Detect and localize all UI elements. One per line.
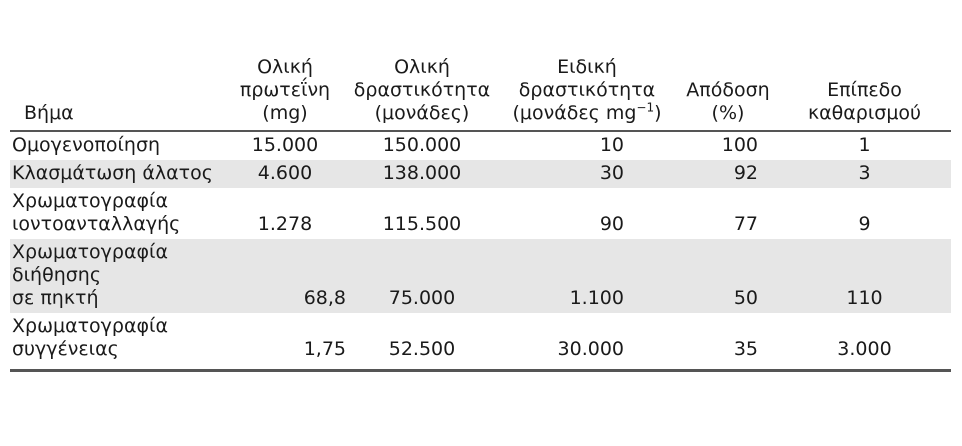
cell-specific-activity: 90 <box>599 213 624 235</box>
header-purification-level: Επίπεδο καθαρισμού <box>778 56 951 131</box>
cell-total-activity: 75.000 <box>348 239 496 313</box>
header-step: Βήμα <box>10 56 222 131</box>
header-row <box>10 56 951 131</box>
cell-total-protein: 1,75 <box>222 313 348 371</box>
header-specific-activity: Ειδική δραστικότητα (μονάδες $mg^{-1}$) <box>496 56 678 131</box>
cell-specific-activity: 10 <box>599 134 624 156</box>
cell-step: Χρωματογραφία ιοντοανταλλαγής <box>12 190 181 235</box>
cell-specific-activity: 1.100 <box>496 239 678 313</box>
cell-total-activity: 52.500 <box>348 313 496 371</box>
purification-table-container <box>10 56 951 372</box>
cell-yield: 35 <box>678 313 778 371</box>
cell-step: Ομογενοποίηση <box>12 134 161 156</box>
table-row <box>10 313 951 371</box>
table-row <box>10 188 951 239</box>
cell-total-protein: 4.600 <box>222 160 348 188</box>
purification-table <box>10 56 951 372</box>
cell-purification-level: 3 <box>778 160 951 188</box>
header-yield: Απόδοση (%) <box>678 56 778 131</box>
cell-yield: 50 <box>678 239 778 313</box>
cell-purification-level: 1 <box>858 134 871 156</box>
cell-purification-level: 3.000 <box>778 313 951 371</box>
table-row <box>10 131 951 160</box>
cell-specific-activity: 30 <box>496 160 678 188</box>
cell-step: Κλασμάτωση άλατος <box>10 160 222 188</box>
cell-total-activity: 115.500 <box>382 213 462 235</box>
cell-purification-level: 9 <box>858 213 871 235</box>
cell-purification-level: 110 <box>778 239 951 313</box>
header-total-protein: Ολική πρωτεΐνη (mg) <box>222 56 348 131</box>
cell-total-activity: 150.000 <box>382 134 462 156</box>
table-row <box>10 160 951 188</box>
cell-specific-activity: 30.000 <box>496 313 678 371</box>
cell-total-protein: 1.278 <box>257 213 313 235</box>
cell-yield: 77 <box>733 213 758 235</box>
cell-step: Χρωματογραφία συγγένειας <box>10 313 222 371</box>
cell-total-protein: 68,8 <box>222 239 348 313</box>
cell-yield: 100 <box>721 134 758 156</box>
cell-yield: 92 <box>678 160 778 188</box>
cell-step: Χρωματογραφία διήθησης σε πηκτή <box>10 239 222 313</box>
header-total-activity: Ολική δραστικότητα (μονάδες) <box>348 56 496 131</box>
table-row <box>10 239 951 313</box>
cell-total-activity: 138.000 <box>348 160 496 188</box>
cell-total-protein: 15.000 <box>251 134 319 156</box>
